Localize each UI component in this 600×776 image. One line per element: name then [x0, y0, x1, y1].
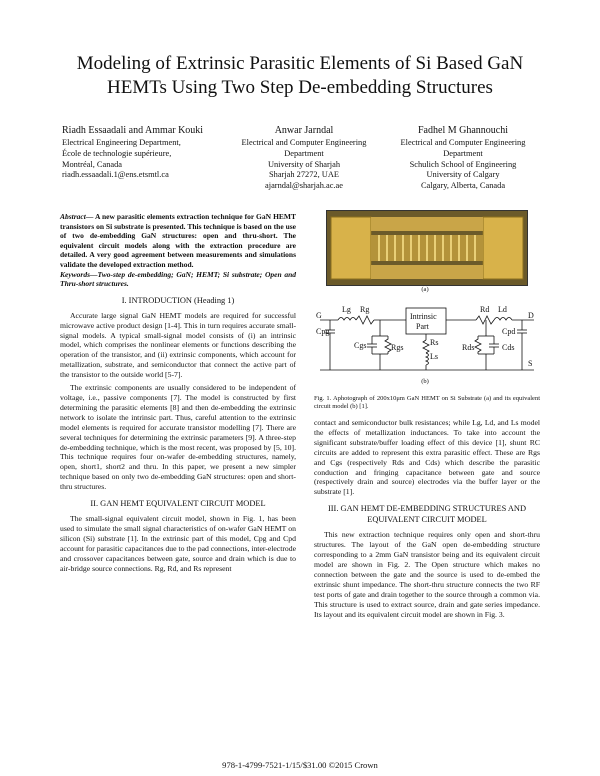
- paragraph: Accurate large signal GaN HEMT models are required for successful microwave active product design [1-4]. This in turn requires accurate small-signal models. A typical small-signal model consists of (i) an intrinsic model, which comprises the nonlinear elements or functions describing the operation of the transistor, and (ii) extrinsic components, which account for metallization, substrate, and semiconductor that connect the active part of the transistor to the outside world [5-7].: [60, 310, 296, 380]
- figure-label-b: (b): [421, 378, 429, 385]
- circuit-label-g: G: [316, 311, 322, 320]
- author-block-1: [62, 125, 207, 181]
- author-affiliation-line: Department: [284, 148, 324, 158]
- circuit-label-s: S: [528, 359, 533, 368]
- right-column: [314, 418, 540, 622]
- page-footer: 978-1-4799-7521-1/15/$31.00 ©2015 Crown: [222, 760, 378, 770]
- author-affiliation-line: Sharjah 27272, UAE: [268, 170, 339, 180]
- circuit-svg: [316, 292, 538, 376]
- circuit-label-cds: Cds: [502, 343, 515, 352]
- paragraph: contact and semiconductor bulk resistances; while Lg, Ld, and Ls model the effects of metallization inductances. To take into account the significant substrate/buffer loading effect of this device [1], shunt RC circuits are added to represent this extra parasitic effect. These are Rgs and Cgs (respectively Rds and Cds) which describe the parasitic conduction and fringing capacitance between gate and source (respectively drain and source) electrodes via the buffer layer or the substrate [1].: [314, 418, 540, 497]
- circuit-label-cpg: Cpg: [316, 327, 330, 336]
- circuit-label-ls: Ls: [430, 352, 438, 361]
- author-affiliation-line: Montréal, Canada: [62, 159, 122, 169]
- abstract-label: Abstract—: [60, 212, 94, 221]
- figure-label-a: (a): [421, 286, 429, 293]
- circuit-label-rgs: Rgs: [391, 343, 404, 352]
- circuit-label-rg: Rg: [360, 305, 370, 314]
- circuit-label-lg: Lg: [342, 305, 351, 314]
- circuit-label-cpd: Cpd: [502, 327, 516, 336]
- left-column: [60, 212, 296, 577]
- author-name: Riadh Essaadali and Ammar Kouki: [62, 125, 204, 136]
- circuit-label-ld: Ld: [498, 305, 507, 314]
- section-heading-3: III. GAN HEMT DE-EMBEDDING STRUCTURES AND EQUIVALENT CIRCUIT MODEL: [327, 504, 527, 525]
- hemt-photograph: [326, 210, 528, 286]
- author-affiliation-line: Schulich School of Engineering: [409, 159, 517, 169]
- section-heading-2: II. GAN HEMT EQUIVALENT CIRCUIT MODEL: [90, 499, 266, 509]
- author-affiliation-line: Electrical and Computer Engineering: [241, 138, 367, 147]
- author-affiliation-line: Calgary, Alberta, Canada: [420, 181, 506, 191]
- figure-caption: Fig. 1. Aphotograph of 200x10μm GaN HEMT on Si Substrate (a) and its equivalent circuit model (b) [1].: [314, 395, 540, 411]
- abstract: [60, 212, 296, 270]
- author-affiliation-line: University of Calgary: [426, 170, 500, 180]
- author-affiliation-line: University of Sharjah: [267, 159, 341, 169]
- author-affiliation-line: École de technologie supérieure,: [62, 148, 172, 158]
- circuit-label-rd: Rd: [480, 305, 490, 314]
- author-name: Fadhel M Ghannouchi: [418, 125, 508, 136]
- equivalent-circuit-diagram: [316, 292, 538, 376]
- circuit-label-d: D: [528, 311, 534, 320]
- circuit-label-rs: Rs: [430, 338, 439, 347]
- keywords: Keywords—Two-step de-embedding; GaN; HEMT; Si substrate; Open and Thru-short structures.: [60, 269, 296, 289]
- author-block-3: [388, 125, 538, 192]
- abstract-text: A new parasitic elements extraction technique for GaN HEMT transistors on Si substrate is presented. This technique is based on the use of two de-embedding GaN structures: open and thru-short. The equivalent circuit models along with the extraction procedure are detailed. A very good agreement between measurements and simulations validate the developed extraction method.: [60, 212, 296, 269]
- author-affiliation-line: Department: [443, 148, 483, 158]
- hemt-photograph-drawing: [327, 211, 527, 285]
- author-email: ajarndal@sharjah.ac.ae: [265, 181, 343, 191]
- paragraph: The small-signal equivalent circuit model, shown in Fig. 1, has been used to simulate the small signal characteristics of on-wafer GaN HEMT on silicon (Si) substrate [1]. In the extrinsic part of this model, Cpg and Cpd account for parasitic capacitances due to the pad connections, inter-electrode and crossover capacitances between gate, source and drain which is due to air-bridge source connections. Rg, Rd, and Rs represent: [60, 514, 296, 573]
- author-name: Anwar Jarndal: [274, 125, 334, 136]
- paragraph: The extrinsic components are usually considered to be independent of voltage, i.e., passive components [7]. The model is constructed by first determining the parasitic elements [8] and then de-embedding the extrinsic network to isolate the intrinsic part. Thus, careful attention to the extrinsic model elements is required for accurate transistor modelling [7]. There are several techniques for determining the extrinsic parameters [9]. A three-step de-embedding technique, which is the most recent, was proposed by [5, 10]. This technique requires four on-wafer de-embedding structures, namely, open, short1, short2 and thru. In this paper, we present a new simpler technique based on only two de-embedding GaN structures: open and short-thru structures.: [60, 383, 296, 492]
- section-heading-1: I. INTRODUCTION (Heading 1): [121, 295, 235, 305]
- circuit-label-rds: Rds: [462, 343, 475, 352]
- author-block-2: [234, 125, 374, 192]
- author-affiliation-line: Electrical and Computer Engineering: [400, 138, 526, 147]
- paper-title: Modeling of Extrinsic Parasitic Elements of Si Based GaN HEMTs Using Two Step De-embedding Structures: [76, 53, 524, 98]
- author-email: riadh.essaadali.1@ens.etsmtl.ca: [62, 170, 169, 180]
- paragraph: This new extraction technique requires only open and short-thru structures. The layout of the GaN open de-embedding structure corresponding to a 2mm GaN transistor being and its equivalent circuit model are shown in Fig. 2. The Open structure which makes no connection between the gate and the source is used to de-embed the extrinsic shunt impedance. The short-thru structure connects the two RF test ports of gate and drain together to the source through a common via. This structure is used to extract source, drain and gate series impedance. Its layout and its equivalent circuit model are shown in Fig. 3.: [314, 530, 540, 619]
- author-affiliation-line: Electrical Engineering Department,: [62, 138, 181, 147]
- intrinsic-label-line1: Intrinsic: [410, 312, 437, 321]
- intrinsic-label-line2: Part: [416, 322, 429, 331]
- circuit-label-cgs: Cgs: [354, 341, 367, 350]
